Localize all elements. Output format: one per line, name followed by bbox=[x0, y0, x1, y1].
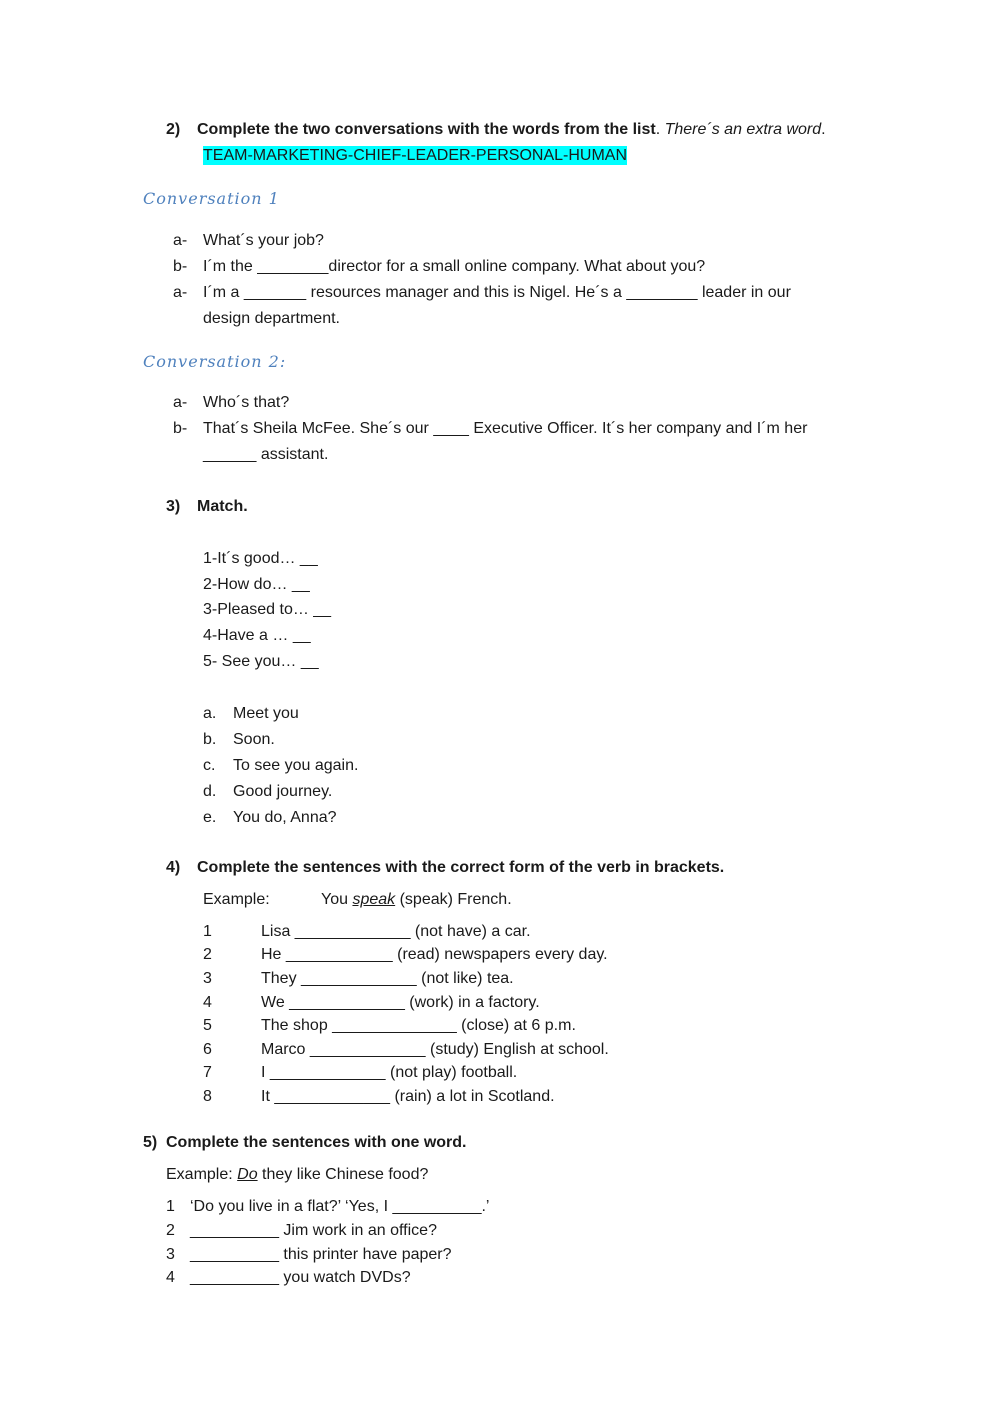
conv1-speaker: a- bbox=[173, 284, 188, 301]
item-text: ‘Do you live in a flat?’ ‘Yes, I __________.’ bbox=[190, 1198, 490, 1215]
conv2-line: That´s Sheila McFee. She´s our ____ Executive Officer. It´s her company and I´m her bbox=[203, 420, 808, 437]
conv1-speaker: a- bbox=[173, 232, 188, 249]
item-text: __________ this printer have paper? bbox=[190, 1246, 452, 1263]
conv2-speaker: b- bbox=[173, 420, 188, 437]
conv1-line: I´m a _______ resources manager and this is Nigel. He´s a ________ leader in our bbox=[203, 284, 791, 301]
instruction-bold: Complete the two conversations with the words from the list bbox=[197, 121, 656, 138]
conv1-line: I´m the ________director for a small online company. What about you? bbox=[203, 258, 706, 275]
item-number: 2 bbox=[203, 946, 212, 963]
example-label: Example: bbox=[203, 891, 270, 908]
example-post: they like Chinese food? bbox=[257, 1166, 429, 1183]
match-option-text: To see you again. bbox=[233, 757, 359, 774]
item-text: The shop ______________ (close) at 6 p.m. bbox=[261, 1017, 576, 1034]
match-item: 5- See you… __ bbox=[203, 653, 319, 670]
item-number: 7 bbox=[203, 1064, 212, 1081]
match-option-text: Soon. bbox=[233, 731, 275, 748]
match-option-letter: b. bbox=[203, 731, 217, 748]
section-3-title: Match. bbox=[197, 498, 248, 515]
section-4-title: Complete the sentences with the correct form of the verb in brackets. bbox=[197, 859, 725, 876]
section-4-number: 4) bbox=[166, 859, 181, 876]
example-sentence bbox=[166, 1165, 428, 1185]
item-number: 3 bbox=[166, 1246, 175, 1263]
item-text: We _____________ (work) in a factory. bbox=[261, 994, 540, 1011]
match-option-letter: e. bbox=[203, 809, 217, 826]
conv2-continuation: ______ assistant. bbox=[203, 446, 329, 463]
item-text: Lisa _____________ (not have) a car. bbox=[261, 923, 531, 940]
conv2-line: Who´s that? bbox=[203, 394, 290, 411]
item-text: I _____________ (not play) football. bbox=[261, 1064, 518, 1081]
section-2-instruction bbox=[197, 120, 826, 140]
instruction-dot: . bbox=[655, 121, 665, 138]
example-word: Do bbox=[237, 1166, 258, 1183]
word-list-text: TEAM-MARKETING-CHIEF-LEADER-PERSONAL-HUMAN bbox=[203, 147, 628, 164]
item-number: 8 bbox=[203, 1088, 212, 1105]
conv1-continuation: design department. bbox=[203, 310, 340, 327]
item-number: 1 bbox=[203, 923, 212, 940]
item-text: It _____________ (rain) a lot in Scotland. bbox=[261, 1088, 555, 1105]
conv2-speaker: a- bbox=[173, 394, 188, 411]
match-item: 4-Have a … __ bbox=[203, 627, 311, 644]
item-number: 6 bbox=[203, 1041, 212, 1058]
match-option-text: You do, Anna? bbox=[233, 809, 337, 826]
item-number: 4 bbox=[166, 1269, 175, 1286]
example-word: speak bbox=[352, 891, 396, 908]
match-option-text: Meet you bbox=[233, 705, 299, 722]
item-text: __________ you watch DVDs? bbox=[190, 1269, 411, 1286]
match-item: 3-Pleased to… __ bbox=[203, 601, 332, 618]
match-item: 1-It´s good… __ bbox=[203, 550, 318, 567]
item-number: 3 bbox=[203, 970, 212, 987]
match-option-letter: c. bbox=[203, 757, 216, 774]
match-option-text: Good journey. bbox=[233, 783, 333, 800]
item-number: 5 bbox=[203, 1017, 212, 1034]
match-option-letter: a. bbox=[203, 705, 217, 722]
example-label: Example: bbox=[166, 1166, 238, 1183]
match-item: 2-How do… __ bbox=[203, 576, 310, 593]
item-number: 1 bbox=[166, 1198, 175, 1215]
example-sentence bbox=[321, 890, 512, 910]
item-text: __________ Jim work in an office? bbox=[190, 1222, 437, 1239]
match-option-letter: d. bbox=[203, 783, 217, 800]
item-text: He ____________ (read) newspapers every day. bbox=[261, 946, 608, 963]
instruction-italic: There´s an extra word bbox=[664, 121, 822, 138]
conv1-line: What´s your job? bbox=[203, 232, 324, 249]
item-text: Marco _____________ (study) English at school. bbox=[261, 1041, 609, 1058]
conversation-2-title: Conversation 2: bbox=[143, 352, 287, 371]
item-number: 4 bbox=[203, 994, 212, 1011]
word-list bbox=[203, 146, 627, 166]
conversation-1-title: Conversation 1 bbox=[143, 189, 280, 208]
example-pre: You bbox=[321, 891, 353, 908]
section-5-number: 5) bbox=[143, 1134, 158, 1151]
conv1-speaker: b- bbox=[173, 258, 188, 275]
instruction-end: . bbox=[821, 121, 826, 138]
item-text: They _____________ (not like) tea. bbox=[261, 970, 514, 987]
section-3-number: 3) bbox=[166, 498, 181, 515]
example-post: (speak) French. bbox=[395, 891, 512, 908]
section-2-number: 2) bbox=[166, 121, 181, 138]
section-5-title: Complete the sentences with one word. bbox=[166, 1134, 467, 1151]
item-number: 2 bbox=[166, 1222, 175, 1239]
